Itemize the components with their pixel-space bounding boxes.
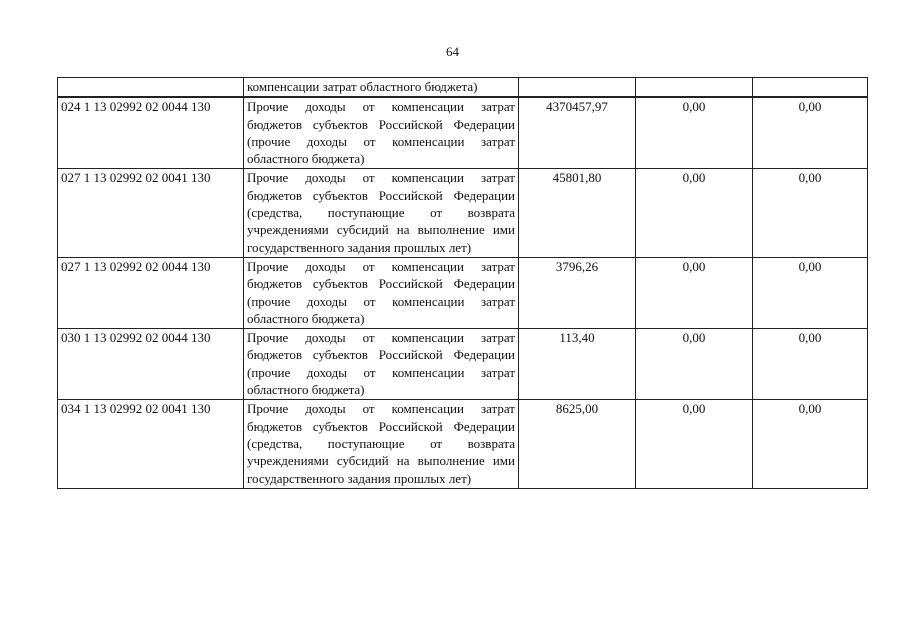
amount-cell: 0,00 xyxy=(753,329,868,400)
amount-cell: 0,00 xyxy=(636,257,753,328)
table-row-continuation xyxy=(58,78,868,98)
table-row xyxy=(58,257,868,328)
amount-cell: 0,00 xyxy=(753,400,868,488)
amount-cell: 3796,26 xyxy=(519,257,636,328)
code-cell: 027 1 13 02992 02 0044 130 xyxy=(58,257,244,328)
description-cell: Прочие доходы от компенсации затрат бюджетов субъектов Российской Федерации (средства, поступающие от возврата учреждениями субсидий на выполнение ими государственного задания прошлых лет) xyxy=(244,400,519,488)
table-row xyxy=(58,329,868,400)
description-cell: Прочие доходы от компенсации затрат бюджетов субъектов Российской Федерации (прочие доходы от компенсации затрат областного бюджета) xyxy=(244,329,519,400)
table-row xyxy=(58,400,868,488)
code-cell: 034 1 13 02992 02 0041 130 xyxy=(58,400,244,488)
code-cell: 024 1 13 02992 02 0044 130 xyxy=(58,97,244,169)
amount-cell: 4370457,97 xyxy=(519,97,636,169)
description-cell: Прочие доходы от компенсации затрат бюджетов субъектов Российской Федерации (средства, поступающие от возврата учреждениями субсидий на выполнение ими государственного задания прошлых лет) xyxy=(244,169,519,257)
table-row xyxy=(58,169,868,257)
description-cell: Прочие доходы от компенсации затрат бюджетов субъектов Российской Федерации (прочие доходы от компенсации затрат областного бюджета) xyxy=(244,257,519,328)
amount-cell: 0,00 xyxy=(753,169,868,257)
code-cell: 030 1 13 02992 02 0044 130 xyxy=(58,329,244,400)
budget-revenue-table xyxy=(57,77,868,489)
amount-cell: 45801,80 xyxy=(519,169,636,257)
amount-cell: 0,00 xyxy=(636,329,753,400)
description-cell: компенсации затрат областного бюджета) xyxy=(244,78,519,98)
code-cell: 027 1 13 02992 02 0041 130 xyxy=(58,169,244,257)
amount-cell xyxy=(636,78,753,98)
amount-cell: 113,40 xyxy=(519,329,636,400)
code-cell xyxy=(58,78,244,98)
amount-cell: 8625,00 xyxy=(519,400,636,488)
page-number: 64 xyxy=(446,44,459,59)
amount-cell: 0,00 xyxy=(753,257,868,328)
amount-cell: 0,00 xyxy=(636,97,753,169)
amount-cell: 0,00 xyxy=(636,169,753,257)
amount-cell: 0,00 xyxy=(636,400,753,488)
amount-cell xyxy=(519,78,636,98)
amount-cell: 0,00 xyxy=(753,97,868,169)
amount-cell xyxy=(753,78,868,98)
description-cell: Прочие доходы от компенсации затрат бюджетов субъектов Российской Федерации (прочие доходы от компенсации затрат областного бюджета) xyxy=(244,97,519,169)
table-row xyxy=(58,97,868,169)
